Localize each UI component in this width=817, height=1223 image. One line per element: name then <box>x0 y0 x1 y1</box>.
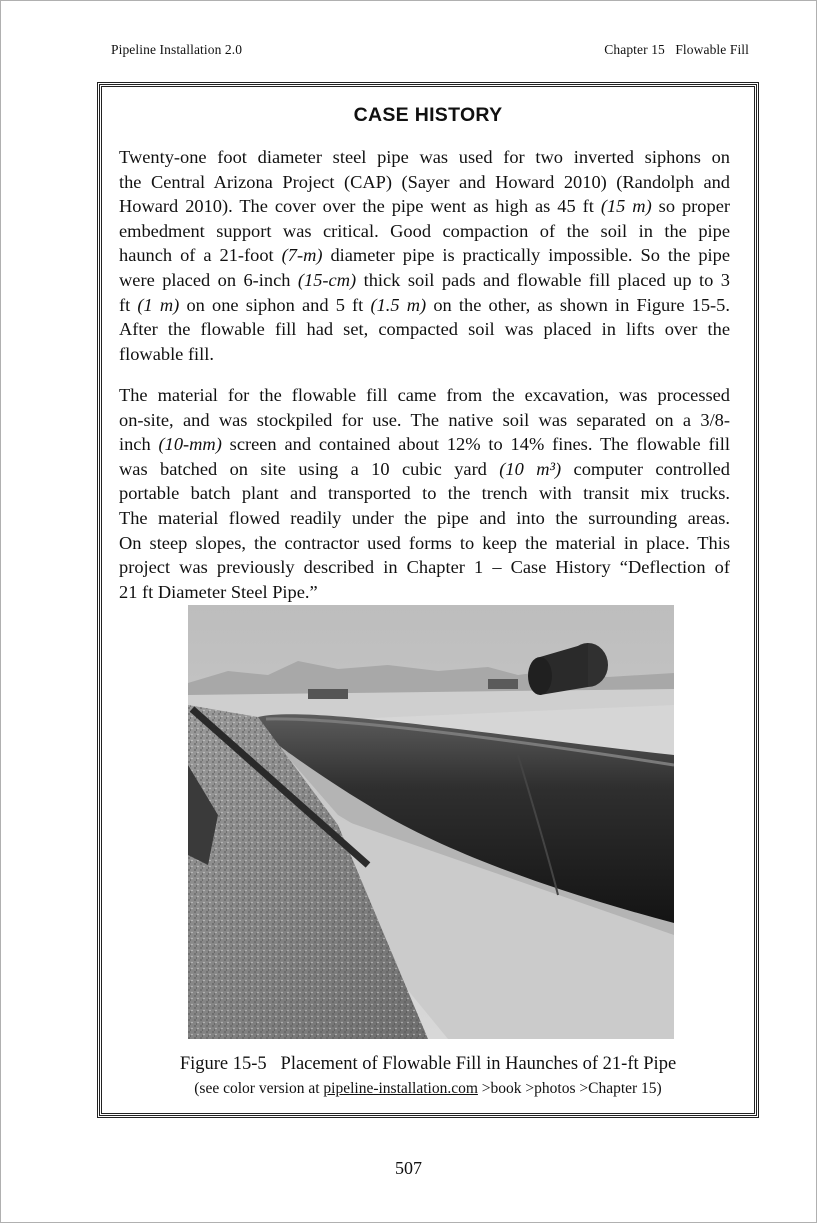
paragraph-1 <box>119 145 730 366</box>
text-line: on-site, and was stockpiled for use. The native soil was separated on a 3/8- <box>119 409 730 430</box>
text-line: Twenty-one foot diameter steel pipe was used for two inverted siphons on <box>119 147 730 167</box>
paragraph-2 <box>119 383 730 604</box>
pipe-photo <box>188 605 674 1039</box>
figure-subcaption: (see color version at pipeline-installation.com >book >photos >Chapter 15) <box>194 1080 662 1097</box>
text-line: portable batch plant and transported to the trench with transit mix trucks. <box>119 483 730 504</box>
text-line: 21 ft Diameter Steel Pipe.” <box>119 581 318 602</box>
text-line: was batched on site using a 10 cubic yard (10 m³) computer controlled <box>119 458 730 479</box>
text-line: the Central Arizona Project (CAP) (Sayer and Howard 2010) (Randolph and <box>119 171 730 192</box>
figure-caption: Figure 15-5 Placement of Flowable Fill in Haunches of 21-ft Pipe <box>179 1054 677 1074</box>
photo-link[interactable]: pipeline-installation.com <box>323 1080 478 1097</box>
text-line: ft (1 m) on one siphon and 5 ft (1.5 m) on the other, as shown in Figure 15-5. <box>119 294 730 315</box>
running-header-chapter: Chapter 15 Flowable Fill <box>604 42 749 57</box>
text-line: inch (10-mm) screen and contained about 12% to 14% fines. The flowable fill <box>119 434 730 455</box>
text-line: After the flowable fill had set, compacted soil was placed in lifts over the <box>119 319 730 340</box>
text-line: The material flowed readily under the pipe and into the surrounding areas. <box>119 507 730 528</box>
text-line: project was previously described in Chapter 1 – Case History “Deflection of <box>119 557 730 578</box>
page-number: 507 <box>395 1158 422 1178</box>
text-line: were placed on 6-inch (15-cm) thick soil pads and flowable fill placed up to 3 <box>119 269 730 290</box>
text-line: Howard 2010). The cover over the pipe went as high as 45 ft (15 m) so proper <box>119 196 730 217</box>
text-line: haunch of a 21-foot (7-m) diameter pipe is practically impossible. So the pipe <box>119 245 730 266</box>
text-line: embedment support was critical. Good compaction of the soil in the pipe <box>119 220 730 241</box>
running-header-title: Pipeline Installation 2.0 <box>111 42 243 57</box>
case-history-title: CASE HISTORY <box>353 104 503 126</box>
text-line: flowable fill. <box>119 343 214 364</box>
text-line: The material for the flowable fill came from the excavation, was processed <box>119 385 730 405</box>
text-line: On steep slopes, the contractor used forms to keep the material in place. This <box>119 532 730 553</box>
